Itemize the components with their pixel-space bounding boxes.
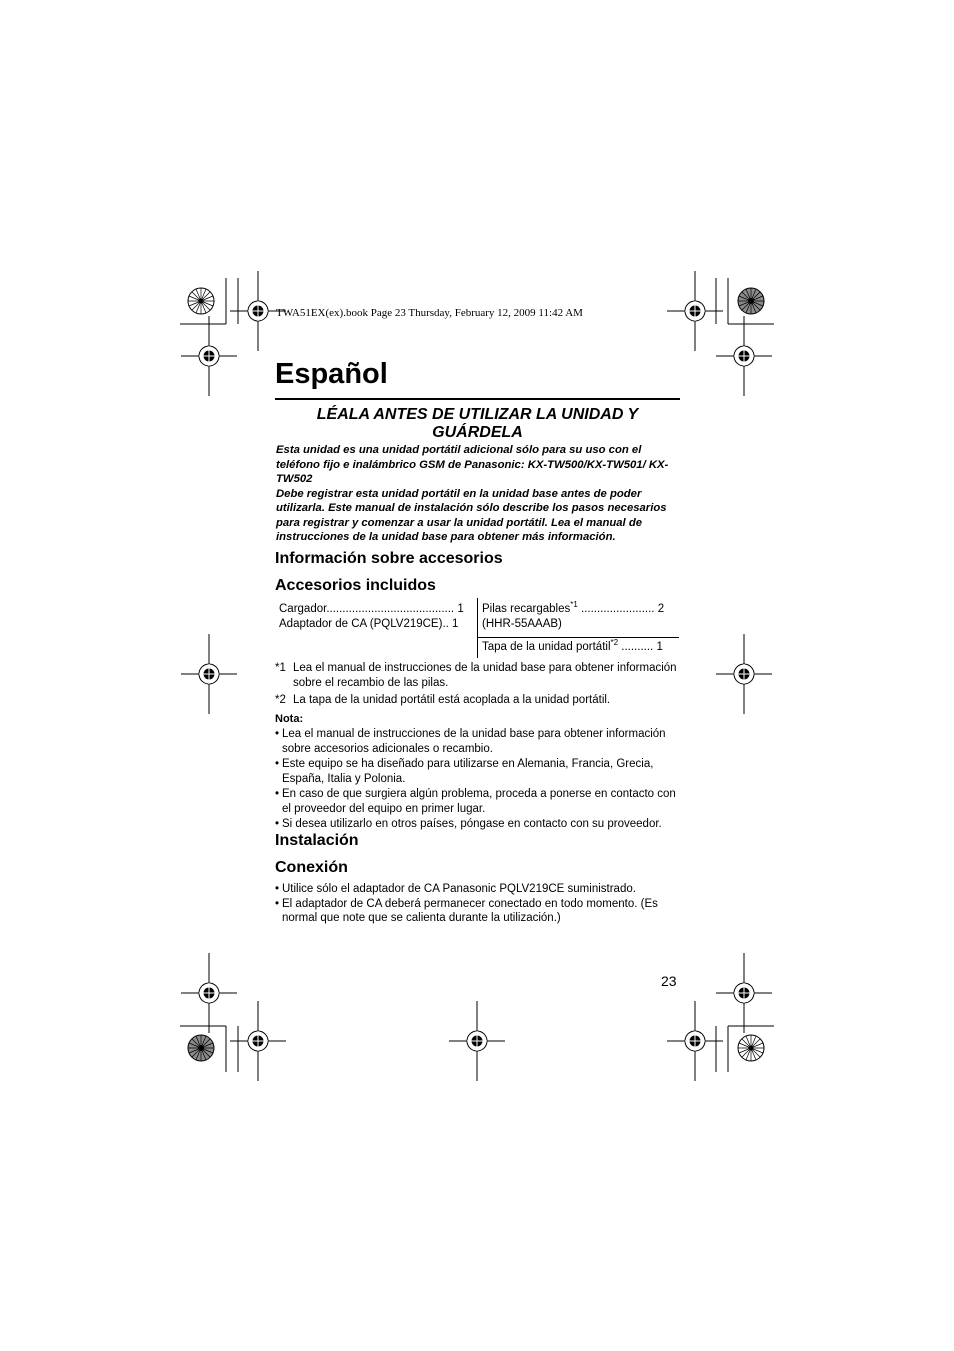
registration-star-icon bbox=[738, 288, 764, 314]
list-item: • Este equipo se ha diseñado para utilizarse en Alemania, Francia, Grecia, España, Italia y Polonia. bbox=[275, 757, 685, 787]
registration-star-icon bbox=[738, 1035, 764, 1061]
list-item: • Lea el manual de instrucciones de la unidad base para obtener información sobre accesorios adicionales o recambio. bbox=[275, 727, 685, 757]
file-info-header: TWA51EX(ex).book Page 23 Thursday, February 12, 2009 11:42 AM bbox=[276, 307, 583, 319]
corner-mark-bottom-right bbox=[667, 953, 774, 1081]
corner-mark-top-left bbox=[180, 271, 286, 396]
accessory-batteries-model: (HHR-55AAAB) bbox=[482, 618, 562, 630]
registration-crosshair-icon bbox=[716, 316, 772, 396]
title-rule bbox=[275, 398, 680, 400]
accessory-item-adapter: Adaptador de CA (PQLV219CE).. 1 bbox=[279, 618, 459, 630]
list-item: • En caso de que surgiera algún problema, proceda a ponerse en contacto con el proveedor del equipo en primer lugar. bbox=[275, 787, 685, 817]
intro-text bbox=[276, 443, 686, 545]
corner-mark-top-right bbox=[667, 271, 774, 396]
section-heading-installation: Instalación bbox=[275, 832, 359, 849]
intro-paragraph: Esta unidad es una unidad portátil adicional sólo para su uso con el teléfono fijo e inalámbrico GSM de Panasonic: KX-TW500/KX-TW501/ KX-TW502 bbox=[276, 444, 669, 485]
registration-crosshair-icon bbox=[716, 953, 772, 1033]
registration-star-icon bbox=[188, 1035, 214, 1061]
registration-crosshair-icon bbox=[667, 271, 723, 351]
accessory-item-charger: Cargador........................................ 1 bbox=[279, 603, 464, 615]
list-item: • Utilice sólo el adaptador de CA Panasonic PQLV219CE suministrado. bbox=[275, 882, 685, 897]
page-title: Español bbox=[275, 358, 388, 390]
page-number: 23 bbox=[661, 973, 677, 989]
subsection-heading-connection: Conexión bbox=[275, 859, 348, 876]
intro-paragraph: Debe registrar esta unidad portátil en la unidad base antes de poder utilizarla. Este manual de instalación sólo describe los pasos necesarios para registrar y comenzar a usar la unidad portátil. Lea el manual de instrucciones de la unidad base para obtener más información. bbox=[276, 487, 667, 543]
registration-crosshair-icon bbox=[181, 316, 237, 396]
notes-block bbox=[275, 661, 685, 832]
registration-crosshair-icon bbox=[716, 634, 772, 714]
footnote: *1 Lea el manual de instrucciones de la unidad base para obtener información sobre el recambio de las pilas. bbox=[275, 662, 677, 689]
accessory-item-batteries: Pilas recargables$^{*1}$ ....................... 2 bbox=[482, 600, 665, 615]
registration-crosshair-icon bbox=[181, 953, 237, 1033]
registration-star-icon bbox=[188, 288, 214, 314]
registration-crosshair-icon bbox=[667, 1001, 723, 1081]
table-divider-vertical bbox=[477, 598, 478, 658]
list-item: • Si desea utilizarlo en otros países, póngase en contacto con su proveedor. bbox=[275, 817, 685, 832]
registration-crosshair-icon bbox=[181, 634, 237, 714]
accessories-left-column bbox=[279, 602, 464, 632]
section-heading-accessories: Información sobre accesorios bbox=[275, 550, 503, 567]
accessory-item-cover: Tapa de la unidad portátil$^{*2}$ .......... 1 bbox=[482, 638, 663, 653]
connection-list bbox=[275, 882, 685, 926]
table-divider-horizontal bbox=[477, 637, 679, 638]
footnote: *2 La tapa de la unidad portátil está acoplada a la unidad portátil. bbox=[275, 694, 611, 706]
corner-mark-bottom-left bbox=[180, 953, 286, 1081]
accessories-right-column bbox=[482, 602, 664, 632]
nota-list bbox=[275, 727, 685, 832]
list-item: • El adaptador de CA deberá permanecer conectado en todo momento. (Es normal que note que se calienta durante la utilización.) bbox=[275, 897, 685, 926]
read-before-use-heading: LÉALA ANTES DE UTILIZAR LA UNIDAD Y GUÁRDELA bbox=[316, 406, 639, 441]
nota-label: Nota: bbox=[275, 713, 304, 725]
registration-crosshair-icon bbox=[449, 1001, 505, 1081]
subsection-heading-included: Accesorios incluidos bbox=[275, 577, 436, 594]
